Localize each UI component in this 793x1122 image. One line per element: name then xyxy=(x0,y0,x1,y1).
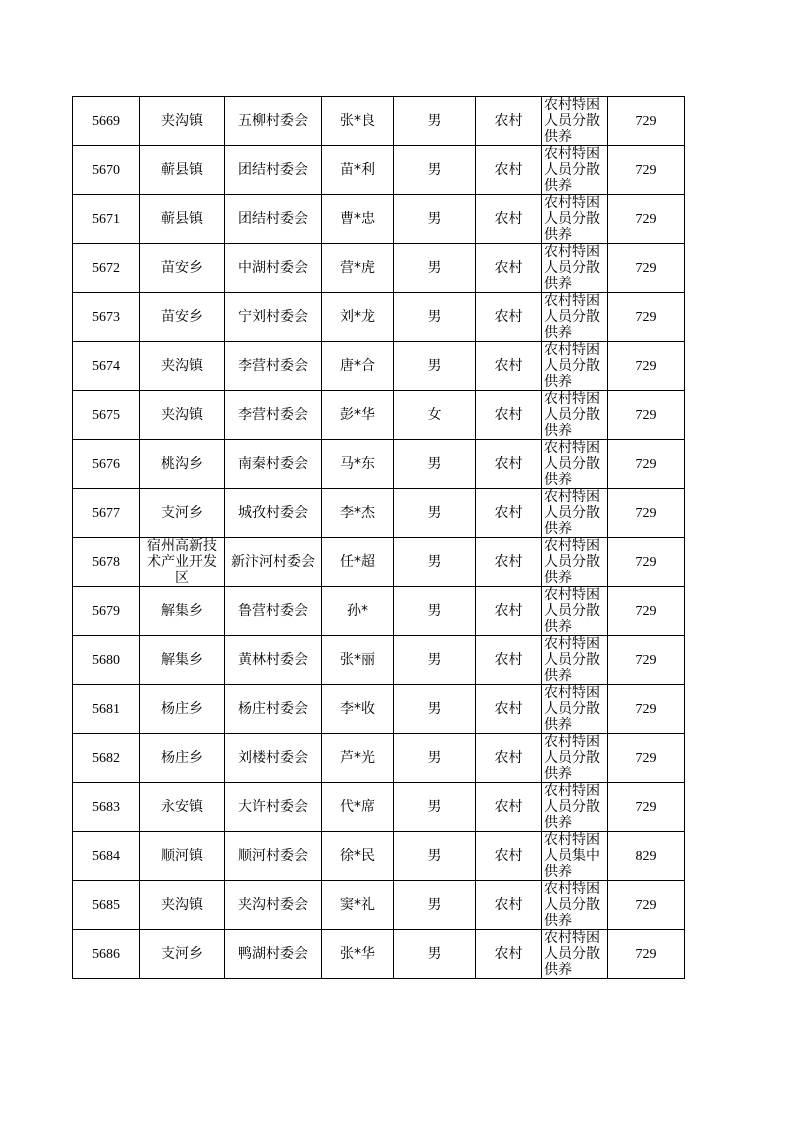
gender-cell: 男 xyxy=(394,832,476,881)
town-text: 永安镇 xyxy=(161,799,203,815)
support-category-cell xyxy=(542,489,608,538)
support-category-text: 农村特困人员分散供养 xyxy=(544,489,600,537)
table-row xyxy=(73,293,685,342)
town-text: 夹沟镇 xyxy=(161,358,203,374)
town-text: 杨庄乡 xyxy=(161,750,203,766)
person-name-cell: 营*虎 xyxy=(322,244,394,293)
gender-cell: 男 xyxy=(394,489,476,538)
person-name-cell: 张*良 xyxy=(322,97,394,146)
support-category-text: 农村特困人员分散供养 xyxy=(544,587,600,635)
village-committee-cell: 黄林村委会 xyxy=(225,636,322,685)
support-category-cell xyxy=(542,146,608,195)
town-text: 顺河镇 xyxy=(161,848,203,864)
amount-cell: 729 xyxy=(608,930,685,979)
support-category-text: 农村特困人员分散供养 xyxy=(544,685,600,733)
table-row xyxy=(73,783,685,832)
gender-cell: 男 xyxy=(394,930,476,979)
table-row xyxy=(73,930,685,979)
record-number-cell: 5670 xyxy=(73,146,140,195)
gender-cell: 男 xyxy=(394,538,476,587)
table-row xyxy=(73,97,685,146)
town-text: 解集乡 xyxy=(161,603,203,619)
support-category-cell xyxy=(542,636,608,685)
support-category-text: 农村特困人员分散供养 xyxy=(544,391,600,439)
village-committee-cell: 团结村委会 xyxy=(225,195,322,244)
town-text: 夹沟镇 xyxy=(161,113,203,129)
amount-cell: 729 xyxy=(608,391,685,440)
amount-cell: 729 xyxy=(608,587,685,636)
gender-cell: 男 xyxy=(394,97,476,146)
amount-cell: 729 xyxy=(608,440,685,489)
area-type-cell: 农村 xyxy=(476,146,542,195)
village-committee-cell: 鸭湖村委会 xyxy=(225,930,322,979)
area-type-cell: 农村 xyxy=(476,734,542,783)
record-number-cell: 5676 xyxy=(73,440,140,489)
support-category-text: 农村特困人员分散供养 xyxy=(544,930,600,978)
support-category-text: 农村特困人员分散供养 xyxy=(544,734,600,782)
table-row xyxy=(73,440,685,489)
village-committee-cell: 夹沟村委会 xyxy=(225,881,322,930)
person-name-cell: 张*华 xyxy=(322,930,394,979)
amount-cell: 729 xyxy=(608,881,685,930)
table-row xyxy=(73,244,685,293)
support-category-cell xyxy=(542,930,608,979)
person-name-cell: 李*收 xyxy=(322,685,394,734)
support-category-cell xyxy=(542,832,608,881)
area-type-cell: 农村 xyxy=(476,538,542,587)
support-category-text: 农村特困人员分散供养 xyxy=(544,293,600,341)
town-cell xyxy=(140,195,225,244)
area-type-cell: 农村 xyxy=(476,244,542,293)
area-type-cell: 农村 xyxy=(476,832,542,881)
area-type-cell: 农村 xyxy=(476,636,542,685)
support-category-cell xyxy=(542,195,608,244)
amount-cell: 729 xyxy=(608,244,685,293)
support-category-cell xyxy=(542,293,608,342)
support-category-cell xyxy=(542,881,608,930)
area-type-cell: 农村 xyxy=(476,587,542,636)
area-type-cell: 农村 xyxy=(476,783,542,832)
support-category-cell xyxy=(542,783,608,832)
village-committee-cell: 城孜村委会 xyxy=(225,489,322,538)
gender-cell: 男 xyxy=(394,881,476,930)
village-committee-cell: 李营村委会 xyxy=(225,342,322,391)
record-number-cell: 5677 xyxy=(73,489,140,538)
amount-cell: 729 xyxy=(608,538,685,587)
support-category-text: 农村特困人员分散供养 xyxy=(544,97,600,145)
record-number-cell: 5680 xyxy=(73,636,140,685)
town-text: 苗安乡 xyxy=(161,260,203,276)
town-cell xyxy=(140,538,225,587)
person-name-cell: 徐*民 xyxy=(322,832,394,881)
support-category-text: 农村特困人员集中供养 xyxy=(544,832,600,880)
support-category-cell xyxy=(542,342,608,391)
support-category-text: 农村特困人员分散供养 xyxy=(544,342,600,390)
area-type-cell: 农村 xyxy=(476,391,542,440)
gender-cell: 男 xyxy=(394,440,476,489)
person-name-cell: 代*席 xyxy=(322,783,394,832)
support-category-text: 农村特困人员分散供养 xyxy=(544,881,600,929)
table-row xyxy=(73,587,685,636)
record-number-cell: 5675 xyxy=(73,391,140,440)
table-row xyxy=(73,342,685,391)
table-row xyxy=(73,146,685,195)
town-cell xyxy=(140,734,225,783)
support-category-text: 农村特困人员分散供养 xyxy=(544,636,600,684)
table-row xyxy=(73,881,685,930)
town-cell xyxy=(140,489,225,538)
town-cell xyxy=(140,587,225,636)
area-type-cell: 农村 xyxy=(476,342,542,391)
area-type-cell: 农村 xyxy=(476,195,542,244)
town-cell xyxy=(140,783,225,832)
record-number-cell: 5678 xyxy=(73,538,140,587)
village-committee-cell: 团结村委会 xyxy=(225,146,322,195)
support-category-cell xyxy=(542,734,608,783)
town-text: 夹沟镇 xyxy=(161,897,203,913)
gender-cell: 男 xyxy=(394,342,476,391)
support-category-cell xyxy=(542,538,608,587)
village-committee-cell: 鲁营村委会 xyxy=(225,587,322,636)
person-name-cell: 芦*光 xyxy=(322,734,394,783)
area-type-cell: 农村 xyxy=(476,930,542,979)
town-cell xyxy=(140,146,225,195)
town-cell xyxy=(140,636,225,685)
person-name-cell: 彭*华 xyxy=(322,391,394,440)
record-number-cell: 5674 xyxy=(73,342,140,391)
record-number-cell: 5682 xyxy=(73,734,140,783)
support-category-text: 农村特困人员分散供养 xyxy=(544,783,600,831)
support-category-cell xyxy=(542,587,608,636)
record-number-cell: 5673 xyxy=(73,293,140,342)
town-text: 支河乡 xyxy=(161,505,203,521)
amount-cell: 729 xyxy=(608,734,685,783)
town-cell xyxy=(140,391,225,440)
record-number-cell: 5686 xyxy=(73,930,140,979)
support-category-cell xyxy=(542,244,608,293)
support-category-text: 农村特困人员分散供养 xyxy=(544,538,600,586)
amount-cell: 829 xyxy=(608,832,685,881)
record-number-cell: 5684 xyxy=(73,832,140,881)
town-cell xyxy=(140,881,225,930)
village-committee-cell: 五柳村委会 xyxy=(225,97,322,146)
record-number-cell: 5685 xyxy=(73,881,140,930)
support-category-text: 农村特困人员分散供养 xyxy=(544,244,600,292)
person-name-cell: 窦*礼 xyxy=(322,881,394,930)
record-number-cell: 5671 xyxy=(73,195,140,244)
support-category-cell xyxy=(542,440,608,489)
town-cell xyxy=(140,440,225,489)
town-text: 宿州高新技术产业开发区 xyxy=(147,538,217,586)
person-name-cell: 任*超 xyxy=(322,538,394,587)
person-name-cell: 刘*龙 xyxy=(322,293,394,342)
town-cell xyxy=(140,244,225,293)
gender-cell: 男 xyxy=(394,636,476,685)
village-committee-cell: 李营村委会 xyxy=(225,391,322,440)
village-committee-cell: 新汴河村委会 xyxy=(225,538,322,587)
support-category-cell xyxy=(542,97,608,146)
gender-cell: 男 xyxy=(394,146,476,195)
town-cell xyxy=(140,832,225,881)
gender-cell: 男 xyxy=(394,587,476,636)
area-type-cell: 农村 xyxy=(476,881,542,930)
table-row xyxy=(73,685,685,734)
town-text: 杨庄乡 xyxy=(161,701,203,717)
town-cell xyxy=(140,97,225,146)
table-body xyxy=(73,97,685,979)
gender-cell: 男 xyxy=(394,293,476,342)
support-category-text: 农村特困人员分散供养 xyxy=(544,195,600,243)
record-number-cell: 5672 xyxy=(73,244,140,293)
table-row xyxy=(73,832,685,881)
town-text: 解集乡 xyxy=(161,652,203,668)
amount-cell: 729 xyxy=(608,685,685,734)
table-row xyxy=(73,489,685,538)
village-committee-cell: 顺河村委会 xyxy=(225,832,322,881)
table-row xyxy=(73,391,685,440)
gender-cell: 男 xyxy=(394,734,476,783)
village-committee-cell: 中湖村委会 xyxy=(225,244,322,293)
area-type-cell: 农村 xyxy=(476,293,542,342)
town-cell xyxy=(140,293,225,342)
person-name-cell: 张*丽 xyxy=(322,636,394,685)
person-name-cell: 曹*忠 xyxy=(322,195,394,244)
amount-cell: 729 xyxy=(608,195,685,244)
person-name-cell: 马*东 xyxy=(322,440,394,489)
town-text: 苗安乡 xyxy=(161,309,203,325)
table-row xyxy=(73,195,685,244)
town-text: 支河乡 xyxy=(161,946,203,962)
gender-cell: 女 xyxy=(394,391,476,440)
amount-cell: 729 xyxy=(608,97,685,146)
table-row xyxy=(73,734,685,783)
village-committee-cell: 刘楼村委会 xyxy=(225,734,322,783)
town-text: 桃沟乡 xyxy=(161,456,203,472)
town-cell xyxy=(140,685,225,734)
amount-cell: 729 xyxy=(608,783,685,832)
area-type-cell: 农村 xyxy=(476,685,542,734)
support-category-cell xyxy=(542,685,608,734)
gender-cell: 男 xyxy=(394,783,476,832)
support-category-text: 农村特困人员分散供养 xyxy=(544,440,600,488)
support-category-text: 农村特困人员分散供养 xyxy=(544,146,600,194)
gender-cell: 男 xyxy=(394,685,476,734)
person-name-cell: 李*杰 xyxy=(322,489,394,538)
village-committee-cell: 杨庄村委会 xyxy=(225,685,322,734)
gender-cell: 男 xyxy=(394,195,476,244)
gender-cell: 男 xyxy=(394,244,476,293)
village-committee-cell: 大许村委会 xyxy=(225,783,322,832)
amount-cell: 729 xyxy=(608,636,685,685)
person-name-cell: 唐*合 xyxy=(322,342,394,391)
area-type-cell: 农村 xyxy=(476,440,542,489)
person-name-cell: 孙* xyxy=(322,587,394,636)
area-type-cell: 农村 xyxy=(476,97,542,146)
town-text: 蕲县镇 xyxy=(161,162,203,178)
town-cell xyxy=(140,342,225,391)
table-row xyxy=(73,636,685,685)
record-number-cell: 5669 xyxy=(73,97,140,146)
record-number-cell: 5679 xyxy=(73,587,140,636)
town-cell xyxy=(140,930,225,979)
town-text: 蕲县镇 xyxy=(161,211,203,227)
amount-cell: 729 xyxy=(608,293,685,342)
support-category-cell xyxy=(542,391,608,440)
area-type-cell: 农村 xyxy=(476,489,542,538)
record-number-cell: 5681 xyxy=(73,685,140,734)
amount-cell: 729 xyxy=(608,489,685,538)
amount-cell: 729 xyxy=(608,146,685,195)
village-committee-cell: 宁刘村委会 xyxy=(225,293,322,342)
person-name-cell: 苗*利 xyxy=(322,146,394,195)
relief-roster-table xyxy=(72,96,685,979)
amount-cell: 729 xyxy=(608,342,685,391)
village-committee-cell: 南秦村委会 xyxy=(225,440,322,489)
record-number-cell: 5683 xyxy=(73,783,140,832)
table-row xyxy=(73,538,685,587)
town-text: 夹沟镇 xyxy=(161,407,203,423)
